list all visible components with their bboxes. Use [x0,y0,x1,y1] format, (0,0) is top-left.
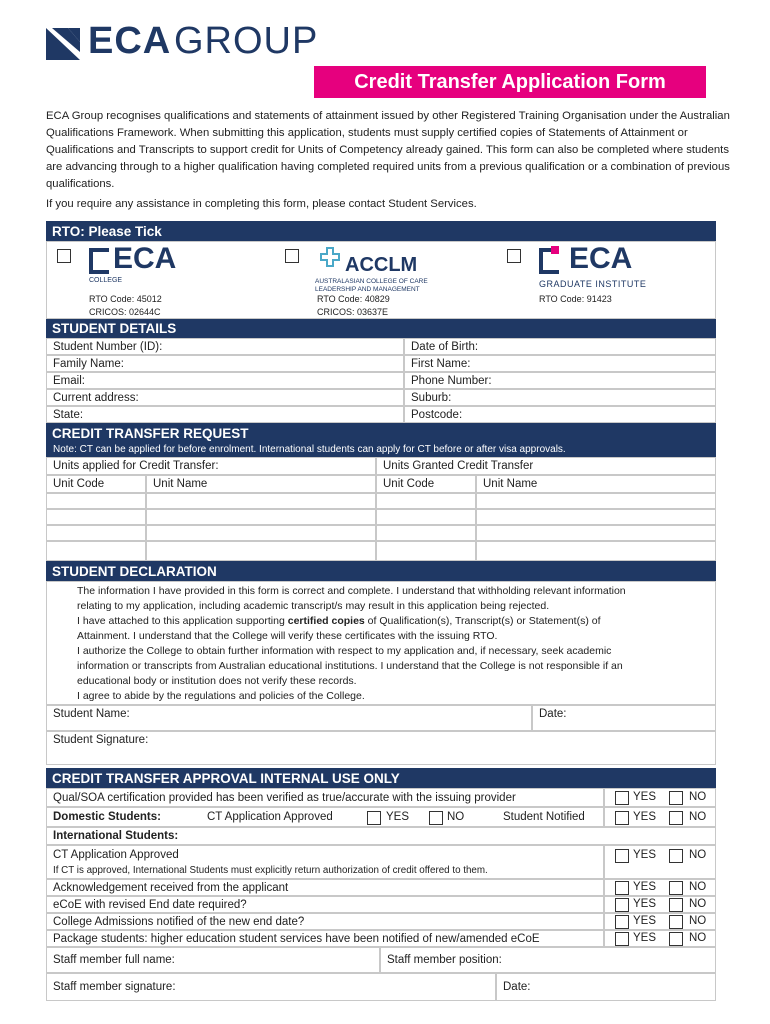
international-ct-no-label: NO [689,849,707,861]
student-signature-row [46,731,716,765]
unit-input-cell[interactable] [476,525,716,541]
package-yes-checkbox[interactable] [615,932,629,946]
ecoe-yes-checkbox[interactable] [615,898,629,912]
ack-yes-label: YES [633,881,657,893]
student-notified-no-checkbox[interactable] [669,811,683,825]
unit-input-cell[interactable] [46,509,146,525]
admissions-yes-checkbox[interactable] [615,915,629,929]
student-signature-label: Student Signature: [53,734,149,746]
applied-unit-code-header [46,475,146,493]
email-field[interactable] [46,372,404,389]
student-details-row-3 [46,372,716,389]
student-declaration-header-text: STUDENT DECLARATION [52,563,217,579]
ecoe-label: eCoE with revised End date required? [53,898,247,911]
phone-field[interactable] [404,372,716,389]
student-notified-options [604,807,716,827]
unit-input-cell[interactable] [476,541,716,561]
credit-transfer-header-text: CREDIT TRANSFER REQUEST [52,425,249,441]
international-ct-row [46,845,716,879]
staff-signature-row [46,973,716,1001]
staff-signature-label: Staff member signature: [53,981,176,993]
student-number-label: Student Number (ID): [53,340,163,353]
dob-label: Date of Birth: [411,340,479,353]
granted-unit-name-header [476,475,716,493]
declaration-item-2-line-1 [77,614,601,629]
admissions-yes-label: YES [633,915,657,927]
unit-input-cell[interactable] [376,525,476,541]
staff-signature-field[interactable] [46,973,496,1001]
qual-soa-no-checkbox[interactable] [669,791,683,805]
eca-mark-icon [89,248,109,274]
form-title-text: Credit Transfer Application Form [354,70,666,93]
rto-section [46,241,716,319]
applied-unit-name-text: Unit Name [153,478,208,490]
dob-field[interactable] [404,338,716,355]
ack-options [604,879,716,896]
acclm-rto-code: RTO Code: 40829 [317,294,390,304]
domestic-ct-yes-label: YES [386,811,410,823]
unit-input-cell[interactable] [146,525,376,541]
credit-transfer-note: Note: CT can be applied for before enrolment. International students can apply for CT before or after visa approvals. [46,443,716,457]
address-label: Current address: [53,391,139,404]
staff-name-label: Staff member full name: [53,954,175,966]
declaration-date-label: Date: [539,708,567,720]
admissions-no-label: NO [689,915,707,927]
admissions-label: College Admissions notified of the new end date? [53,915,305,928]
unit-input-cell[interactable] [146,493,376,509]
declaration-item-3-line-3: educational body or institution does not verify these records. [77,675,357,687]
rto-checkbox-eca-college[interactable] [57,249,71,263]
approval-header [46,768,716,788]
package-row [46,930,716,947]
eca-group-logo [46,20,376,62]
ecoe-row [46,896,716,913]
declaration-item-3-line-1: I authorize the College to obtain further information with respect to my application and, if necessary, seek academic [77,645,612,657]
qual-soa-row [46,788,716,807]
unit-input-cell[interactable] [46,541,146,561]
acclm-cricos: CRICOS: 03637E [317,307,389,317]
eca-graduate-rto-code: RTO Code: 91423 [539,294,612,304]
suburb-field[interactable] [404,389,716,406]
international-ct-note: If CT is approved, International Students must explicitly return authorization of credit offered to them. [53,865,488,876]
package-no-label: NO [689,932,707,944]
eca-college-rto-code: RTO Code: 45012 [89,294,162,304]
domestic-ct-yes-checkbox[interactable] [367,811,381,825]
eca-logo-mark-icon [46,28,80,60]
international-ct-yes-label: YES [633,849,657,861]
declaration-item-3-line-2: information or transcripts from Australian educational institutions. I understand that the College is not responsible if an [77,660,623,672]
international-ct-no-checkbox[interactable] [669,849,683,863]
postcode-field[interactable] [404,406,716,423]
student-notified-yes-label: YES [633,811,657,823]
domestic-row [46,807,716,827]
acclm-logo-text: ACCLM [345,254,418,276]
declaration-box [46,581,716,705]
student-name-field[interactable] [46,705,532,731]
units-applied-label-cell [46,457,376,475]
student-details-row-1 [46,338,716,355]
admissions-row [46,913,716,930]
student-details-header-text: STUDENT DETAILS [52,321,177,336]
applied-unit-name-header [146,475,376,493]
unit-input-cell[interactable] [146,509,376,525]
units-header-row [46,457,716,475]
credit-transfer-header [46,423,716,443]
domestic-label: Domestic Students: [53,811,161,823]
admissions-no-checkbox[interactable] [669,915,683,929]
domestic-ct-approved-label: CT Application Approved [207,811,333,823]
declaration-date-field[interactable] [532,705,716,731]
declaration-item-2-bold: certified copies [287,615,365,627]
staff-position-field[interactable] [380,947,716,973]
eca-college-cricos: CRICOS: 02644C [89,307,161,317]
eca-college-logo-text: ECA [113,242,177,275]
package-cell [46,930,604,947]
student-details-row-5 [46,406,716,423]
ecoe-no-checkbox[interactable] [669,898,683,912]
address-field[interactable] [46,389,404,406]
units-granted-label-cell [376,457,716,475]
assistance-paragraph: If you require any assistance in completing this form, please contact Student Services. [46,198,477,210]
suburb-label: Suburb: [411,391,452,404]
staff-position-label: Staff member position: [387,954,502,966]
domestic-ct-no-checkbox[interactable] [429,811,443,825]
qual-soa-options [604,788,716,807]
email-label: Email: [53,374,85,387]
international-ct-yes-checkbox[interactable] [615,849,629,863]
eca-graduate-accent [551,246,559,254]
unit-input-cell[interactable] [476,509,716,525]
admissions-cell [46,913,604,930]
student-notified-no-label: NO [689,811,707,823]
eca-college-logo [89,242,219,286]
unit-input-cell[interactable] [376,493,476,509]
international-cell [46,827,716,845]
qual-soa-label: Qual/SOA certification provided has been verified as true/accurate with the issuing provider [53,791,516,804]
ack-cell [46,879,604,896]
state-label: State: [53,408,84,421]
declaration-item-4-line-1: I agree to abide by the regulations and policies of the College. [77,690,365,702]
international-ct-approved-label: CT Application Approved [53,849,179,861]
staff-name-row [46,947,716,973]
rto-header-text: RTO: Please Tick [52,223,162,239]
package-yes-label: YES [633,932,657,944]
unit-input-cell[interactable] [376,509,476,525]
ack-label: Acknowledgement received from the applicant [53,881,289,894]
unit-input-cell[interactable] [146,541,376,561]
granted-unit-name-text: Unit Name [483,478,538,490]
unit-input-cell[interactable] [376,541,476,561]
units-applied-label: Units applied for Credit Transfer: [53,460,219,472]
ecoe-no-label: NO [689,898,707,910]
student-notified-label: Student Notified [503,811,585,823]
international-row [46,827,716,845]
postcode-label: Postcode: [411,408,463,421]
unit-input-cell[interactable] [476,493,716,509]
units-table-row [46,493,716,509]
international-ct-cell [46,845,604,879]
acclm-cross-icon [315,246,345,274]
logo-text-light: GROUP [174,20,319,62]
eca-college-sub: COLLEGE [89,277,123,284]
student-name-label: Student Name: [53,708,130,720]
first-name-field[interactable] [404,355,716,372]
qual-soa-yes-checkbox[interactable] [615,791,629,805]
rto-header [46,221,716,241]
eca-graduate-logo [539,242,689,290]
admissions-options [604,913,716,930]
granted-unit-code-text: Unit Code [383,478,435,490]
units-table-row [46,509,716,525]
unit-input-cell[interactable] [46,525,146,541]
qual-soa-yes-label: YES [633,791,657,803]
staff-date-label: Date: [503,981,531,993]
ack-no-checkbox[interactable] [669,881,683,895]
intro-paragraph: ECA Group recognises qualifications and statements of attainment issued by other Registered Training Organisation under the Australian Qualifications Framework. When submitting this application, students must supply certified copies of Statements of Attainment or Qualifications and Transcripts to support credit for Units of Competency already gained. This form can also be completed where students are advancing through to a higher qualification having completed required units from a previous qualification or a combination of previous qualifications. [46,110,730,190]
units-granted-label: Units Granted Credit Transfer [383,460,534,472]
form-title [314,66,706,98]
student-declaration-header [46,561,716,581]
declaration-item-1-line-1: The information I have provided in this form is correct and complete. I understand that withholding relevant information [77,585,626,597]
phone-label: Phone Number: [411,374,492,387]
ack-row [46,879,716,896]
declaration-item-2-part-1: I have attached to this application supporting [77,615,288,627]
package-options [604,930,716,947]
domestic-ct-no-label: NO [447,811,465,823]
eca-graduate-logo-text: ECA [569,242,633,275]
applied-unit-code-text: Unit Code [53,478,105,490]
ecoe-cell [46,896,604,913]
approval-header-text: CREDIT TRANSFER APPROVAL INTERNAL USE ONLY [52,770,400,786]
staff-date-field[interactable] [496,973,716,1001]
domestic-cell [46,807,604,827]
international-label: International Students: [53,830,179,842]
international-ct-options [604,845,716,879]
units-table-row [46,525,716,541]
ecoe-options [604,896,716,913]
ack-yes-checkbox[interactable] [615,881,629,895]
units-column-row [46,475,716,493]
declaration-item-1-line-2: relating to my application, including academic transcript/s may result in this application being rejected. [77,600,550,612]
family-name-field[interactable] [46,355,404,372]
declaration-item-2-part-3: of Qualification(s), Transcript(s) or Statement(s) of [364,615,601,627]
qual-soa-no-label: NO [689,791,707,803]
declaration-item-2-line-2: Attainment. I understand that the College will verify these certificates with the issuing RTO. [77,630,498,642]
rto-checkbox-acclm[interactable] [285,249,299,263]
student-notified-yes-checkbox[interactable] [615,811,629,825]
rto-checkbox-eca-graduate[interactable] [507,249,521,263]
logo-text-bold: ECA [88,20,172,62]
state-field[interactable] [46,406,404,423]
ack-no-label: NO [689,881,707,893]
acclm-sub: AUSTRALASIAN COLLEGE OF CARE LEADERSHIP AND MANAGEMENT [315,278,428,293]
student-number-field[interactable] [46,338,404,355]
granted-unit-code-header [376,475,476,493]
student-details-row-2 [46,355,716,372]
student-signature-field[interactable] [46,731,716,765]
student-details-header [46,319,716,338]
student-name-row [46,705,716,731]
qual-soa-cell [46,788,604,807]
first-name-label: First Name: [411,357,471,370]
acclm-logo [315,244,475,292]
eca-graduate-sub: GRADUATE INSTITUTE [539,279,647,289]
staff-name-field[interactable] [46,947,380,973]
family-name-label: Family Name: [53,357,124,370]
unit-input-cell[interactable] [46,493,146,509]
student-details-row-4 [46,389,716,406]
package-no-checkbox[interactable] [669,932,683,946]
package-label: Package students: higher education student services have been notified of new/amended eCoE [53,932,540,945]
ecoe-yes-label: YES [633,898,657,910]
units-table-row [46,541,716,561]
